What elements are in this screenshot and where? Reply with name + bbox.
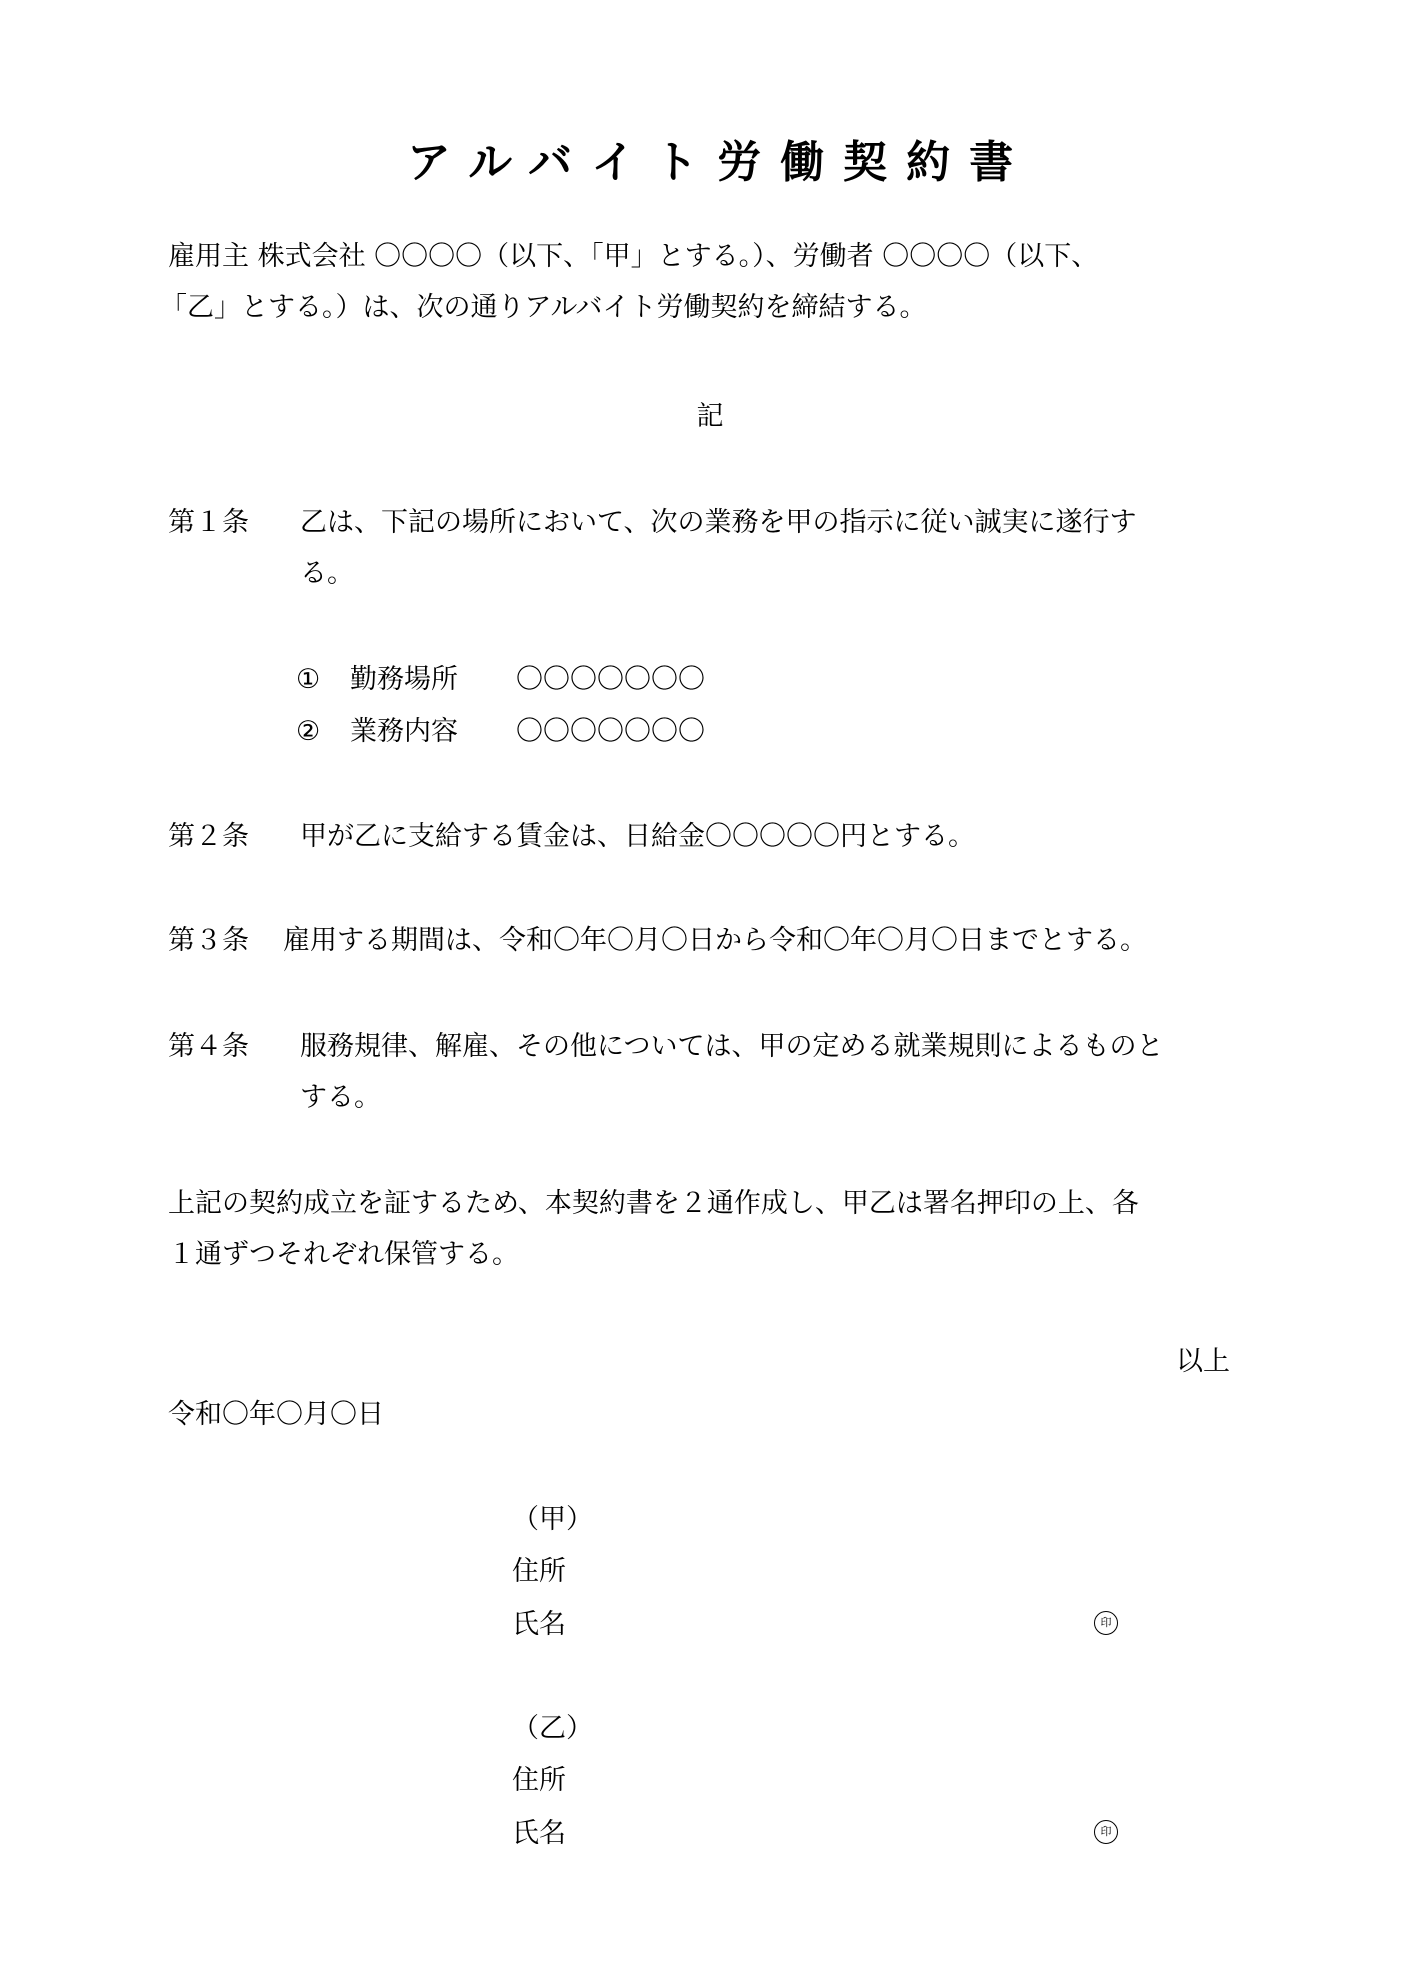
item-1-name: 勤務場所 <box>350 664 458 695</box>
ki-heading: 記 <box>696 401 724 432</box>
intro-line-1: 雇用主 株式会社 〇〇〇〇（以下、「甲」とする。）、労働者 〇〇〇〇（以下、 <box>168 241 1099 272</box>
article-4-line-1: 服務規律、解雇、その他については、甲の定める就業規則によるものと <box>300 1031 1164 1062</box>
party-a-name-label: 氏名 <box>512 1609 566 1640</box>
closing-line-1: 上記の契約成立を証するため、本契約書を２通作成し、甲乙は署名押印の上、各 <box>168 1188 1139 1219</box>
item-1-number: ① <box>296 664 321 695</box>
article-3-line-1: 雇用する期間は、令和〇年〇月〇日から令和〇年〇月〇日までとする。 <box>283 925 1147 956</box>
item-2-value: 〇〇〇〇〇〇〇 <box>516 716 705 747</box>
article-2-label: 第２条 <box>168 821 249 852</box>
party-a-address-label: 住所 <box>512 1556 566 1587</box>
item-2-name: 業務内容 <box>350 716 458 747</box>
item-1-value: 〇〇〇〇〇〇〇 <box>516 664 705 695</box>
article-1-line-2: る。 <box>300 558 354 589</box>
article-2-line-1: 甲が乙に支給する賃金は、日給金〇〇〇〇〇円とする。 <box>300 821 975 852</box>
party-a-seal-icon: 印 <box>1094 1611 1118 1635</box>
closing-line-2: １通ずつそれぞれ保管する。 <box>168 1239 519 1270</box>
party-b-seal-icon: 印 <box>1094 1820 1118 1844</box>
ijo-text: 以上 <box>1176 1346 1230 1377</box>
party-b-label: （乙） <box>512 1713 593 1744</box>
item-2-number: ② <box>296 716 321 747</box>
article-4-line-2: する。 <box>300 1082 381 1113</box>
party-a-label: （甲） <box>512 1504 593 1535</box>
party-b-address-label: 住所 <box>512 1765 566 1796</box>
intro-line-2: 「乙」とする。）は、次の通りアルバイト労働契約を締結する。 <box>160 292 927 323</box>
document-title: アルバイト労働契約書 <box>406 137 1033 188</box>
article-1-label: 第１条 <box>168 507 249 538</box>
party-b-name-label: 氏名 <box>512 1818 566 1849</box>
contract-date: 令和〇年〇月〇日 <box>168 1399 384 1430</box>
article-1-line-1: 乙は、下記の場所において、次の業務を甲の指示に従い誠実に遂行す <box>300 507 1137 538</box>
article-4-label: 第４条 <box>168 1031 249 1062</box>
article-3-label: 第３条 <box>168 925 249 956</box>
